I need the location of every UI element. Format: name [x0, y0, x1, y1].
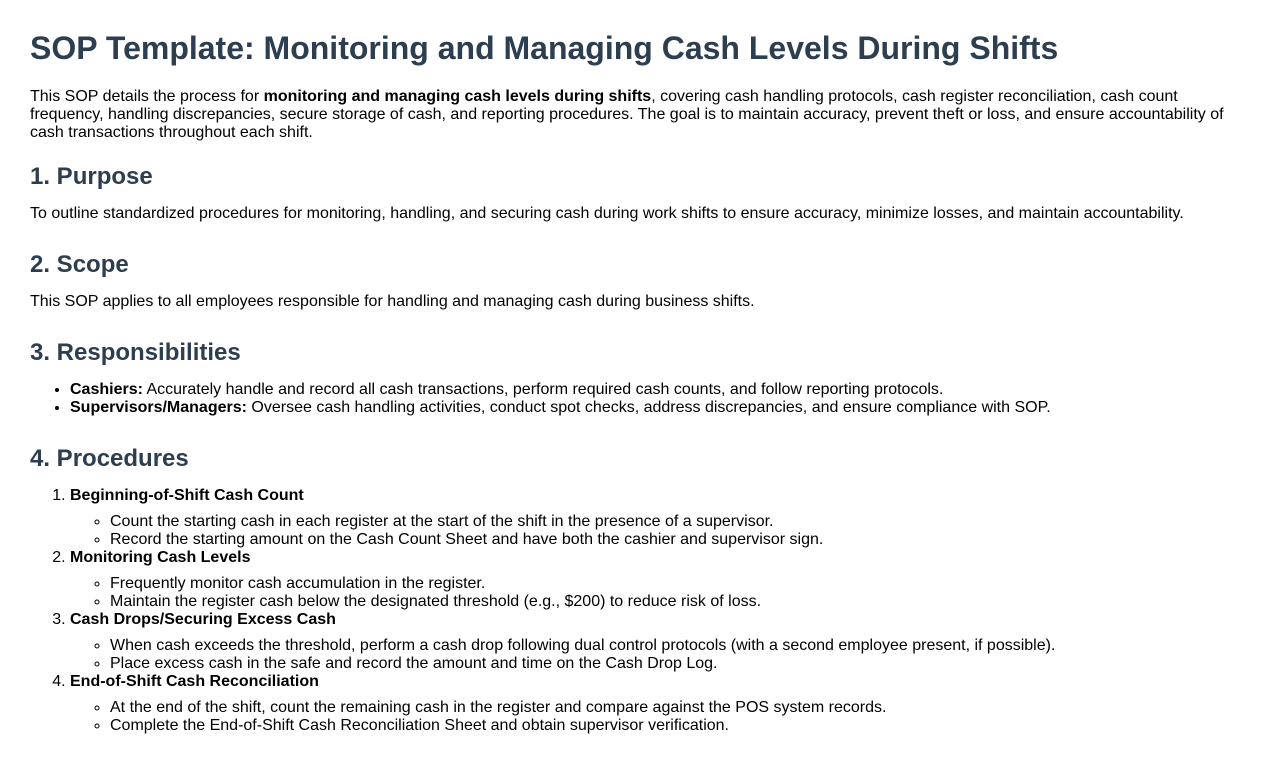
procedure-step-title: Monitoring Cash Levels: [70, 549, 251, 566]
procedure-substep: ◦ Frequently monitor cash accumulation in the register.: [110, 575, 1233, 593]
responsibilities-list: [30, 381, 1233, 417]
scope-text: This SOP applies to all employees responsible for handling and managing cash during business shifts.: [30, 293, 755, 310]
intro-text-start: This SOP details the process for: [30, 88, 264, 105]
intro-paragraph: [30, 88, 1233, 142]
procedure-step: [70, 673, 1233, 735]
procedure-step-title: End-of-Shift Cash Reconciliation: [70, 673, 319, 690]
procedures-list: [30, 487, 1233, 735]
procedure-substeps: [70, 699, 1233, 735]
purpose-text: To outline standardized procedures for monitoring, handling, and securing cash during work shifts to ensure accuracy, minimize losses, and maintain accountability.: [30, 205, 1184, 222]
responsibility-text: Oversee cash handling activities, conduct spot checks, address discrepancies, and ensure compliance with SOP.: [246, 399, 1051, 416]
procedure-substep: ◦ Maintain the register cash below the designated threshold (e.g., $200) to reduce risk of loss.: [110, 593, 1233, 611]
scope-heading: 2. Scope: [30, 251, 129, 278]
responsibility-text: Accurately handle and record all cash transactions, perform required cash counts, and follow reporting protocols.: [142, 381, 944, 398]
procedure-substep: ◦ At the end of the shift, count the remaining cash in the register and compare against the POS system records.: [110, 699, 1233, 717]
intro-text-end: , covering cash handling protocols, cash register reconciliation, cash count frequency, handling discrepancies, secure storage of cash, and reporting procedures. The goal is to maintain accuracy, prevent theft or loss, and ensure accountability of cash transactions throughout each shift.: [30, 88, 1224, 141]
procedure-substep: ◦ Record the starting amount on the Cash Count Sheet and have both the cashier and supervisor sign.: [110, 531, 1233, 549]
procedures-heading: 4. Procedures: [30, 445, 189, 472]
responsibility-item-cashiers: [70, 381, 1233, 399]
procedure-substeps: [70, 575, 1233, 611]
purpose-heading: 1. Purpose: [30, 163, 153, 190]
procedure-substeps: [70, 513, 1233, 549]
intro-text-bold: monitoring and managing cash levels during shifts: [263, 88, 652, 105]
responsibility-item-supervisors: [70, 399, 1233, 417]
procedure-substep: ◦ Place excess cash in the safe and record the amount and time on the Cash Drop Log.: [110, 655, 1233, 673]
procedure-step: [70, 487, 1233, 549]
responsibility-role: Cashiers:: [70, 381, 143, 398]
procedure-step: [70, 549, 1233, 611]
procedure-substeps: [70, 637, 1233, 673]
procedure-step: [70, 611, 1233, 673]
procedure-substep: ◦ Count the starting cash in each register at the start of the shift in the presence of a supervisor.: [110, 513, 1233, 531]
page-title: SOP Template: Monitoring and Managing Cash Levels During Shifts: [30, 30, 1059, 66]
procedure-substep: ◦ Complete the End-of-Shift Cash Reconciliation Sheet and obtain supervisor verification.: [110, 717, 1233, 735]
responsibilities-heading: 3. Responsibilities: [30, 339, 241, 366]
procedure-substep: ◦ When cash exceeds the threshold, perform a cash drop following dual control protocols (with a second employee present, if possible).: [110, 637, 1233, 655]
responsibility-role: Supervisors/Managers:: [70, 399, 247, 416]
procedure-step-title: Beginning-of-Shift Cash Count: [70, 487, 304, 504]
procedure-step-title: Cash Drops/Securing Excess Cash: [70, 611, 336, 628]
